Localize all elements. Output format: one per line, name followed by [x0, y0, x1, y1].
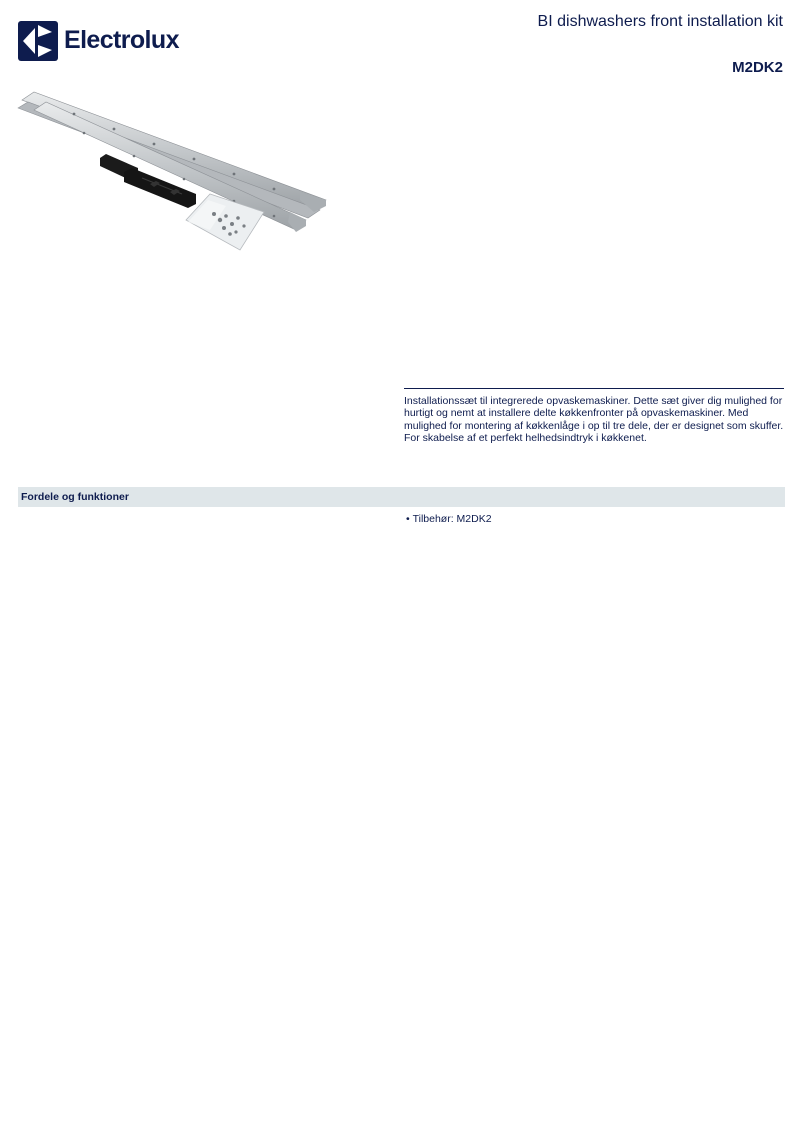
electrolux-logo-icon	[18, 21, 58, 61]
features-heading: Fordele og funktioner	[21, 491, 129, 503]
feature-item: • Tilbehør: M2DK2	[406, 513, 492, 526]
product-description: Installationssæt til integrerede opvaskemaskiner. Dette sæt giver dig mulighed for hurtigt og nemt at installere delte køkkenfronter på opvaskemaskiner. Med mulighed for montering af køkkenlåge i op til tre dele, der er designet som skuffer. For skabelse af et perfekt helhedsindtryk i køkkenet.	[404, 395, 784, 444]
description-divider	[404, 388, 784, 389]
features-section-header	[18, 487, 785, 507]
document-title: BI dishwashers front installation kit	[537, 13, 783, 30]
brand-name: Electrolux	[64, 26, 179, 54]
installation-kit-image	[14, 88, 332, 258]
brand-logo	[18, 21, 188, 61]
model-code: M2DK2	[732, 59, 783, 76]
features-list	[406, 513, 492, 526]
